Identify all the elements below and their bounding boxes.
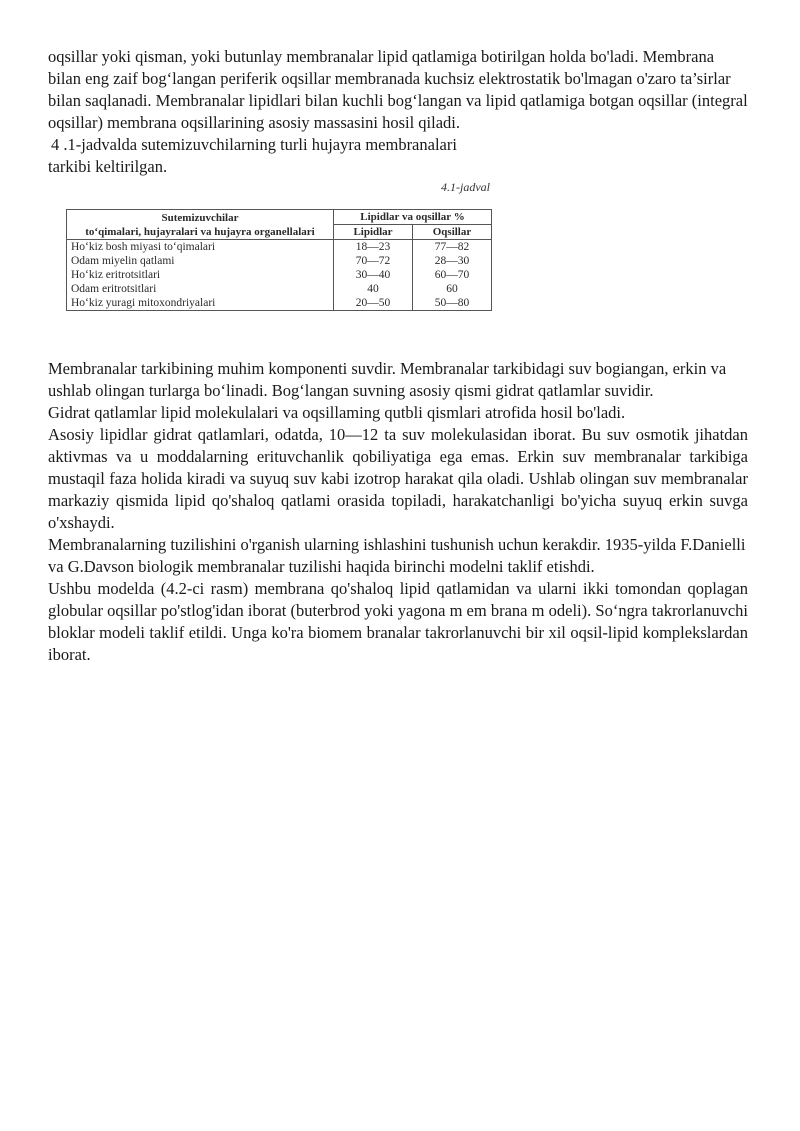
table-cell-lipid: 70—72 [334,254,413,268]
table-caption-line1: 4 .1-jadvalda sutemizuvchilarning turli hujayra membranalari [51,135,457,154]
paragraph-history: Membranalarning tuzilishini o'rganish ularning ishlashini tushunish uchun kerakdir. 1935-yilda F.Danielli va G.Davson biologik membranalar tuzilishi haqida birinchi modelni taklif etishdi. [48,535,746,576]
table-row [67,240,492,255]
paragraph-intro: oqsillar yoki qisman, yoki butunlay membranalar lipid qatlamiga botirilgan holda bo'ladi. Membrana bilan eng zaif bog‘langan periferik oqsillar membranada kuchsiz elektrostatik bo'lmagan o'zaro ta’sirlar bilan saqlanadi. Membranalar lipidlari bilan kuchli bog‘langan va lipid qatlamiga botgan oqsillar (integral oqsillar) membrana oqsillarining asosiy massasini hosil qiladi. [48,47,748,132]
table-caption-line2: tarkibi keltirilgan. [48,157,168,176]
spacer [48,334,748,358]
paragraph-water: Membranalar tarkibining muhim komponenti suvdir. Membranalar tarkibidagi suv bogiangan, erkin va ushlab olingan turlarga bo‘linadi. Bog‘langan suvning asosiy qismi gidrat qatlamlar suvidir. [48,359,727,400]
table-row [67,296,492,311]
table-cell-lipid: 18—23 [334,240,413,255]
table-cell-lipid: 20—50 [334,296,413,311]
table-header-proteins: Oqsillar [413,225,492,240]
table-row [67,268,492,282]
table-header-lipids: Lipidlar [334,225,413,240]
table-cell-name: Odam miyelin qatlami [67,254,334,268]
table-cell-protein: 60—70 [413,268,492,282]
paragraph-lipid-hydration: Asosiy lipidlar gidrat qatlamlari, odatda, 10—12 ta suv molekulasidan iborat. Bu suv osmotik jihatdan aktivmas va u moddalarning erituvchanlik qobiliyatiga ega emas. Erkin suv membranalar tarkibiga mustaqil faza holida kiradi va suyuq suv kabi izotrop harakat qila oladi. Ushlab olingan suv membranalar markaziy qismida lipid qo'shaloq qatlami orasida topiladi, harakatchanligi bo'yicha suyuq erkin suvga o'xshaydi. [48,425,748,532]
table-cell-lipid: 30—40 [334,268,413,282]
table-cell-protein: 77—82 [413,240,492,255]
table-cell-protein: 28—30 [413,254,492,268]
table-container [48,180,748,334]
table-cell-protein: 50—80 [413,296,492,311]
table-header-tissues [67,210,334,240]
table-header-group: Lipidlar va oqsillar % [334,210,492,225]
table-header-tissues-line1: Sutemizuvchilar [161,211,239,224]
table-cell-lipid: 40 [334,282,413,296]
paragraph-model: Ushbu modelda (4.2-ci rasm) membrana qo'shaloq lipid qatlamidan va ularni ikki tomondan qoplagan globular oqsillar po'stlog'idan iborat (buterbrod yoki yagona m em brana m odeli). So‘ngra takrorlanuvchi bloklar modeli taklif etildi. Unga ko'ra biomem branalar takrorlanuvchi bir xil oqsil-lipid komplekslardan iborat. [48,579,748,664]
membrane-composition-table [66,209,492,311]
table-row [67,282,492,296]
table-cell-protein: 60 [413,282,492,296]
table-cell-name: Odam eritrotsitlari [67,282,334,296]
table-cell-name: Ho‘kiz bosh miyasi to‘qimalari [67,240,334,255]
table-cell-name: Ho‘kiz eritrotsitlari [67,268,334,282]
table-row [67,254,492,268]
table-header-tissues-line2: to‘qimalari, hujayralari va hujayra organellalari [85,225,315,238]
table-number-label: 4.1-jadval [441,180,490,194]
paragraph-hydration: Gidrat qatlamlar lipid molekulalari va oqsillaming qutbli qismlari atrofida hosil bo'ladi. [48,403,626,422]
document-page [48,46,748,666]
table-cell-name: Ho‘kiz yuragi mitoxondriyalari [67,296,334,311]
